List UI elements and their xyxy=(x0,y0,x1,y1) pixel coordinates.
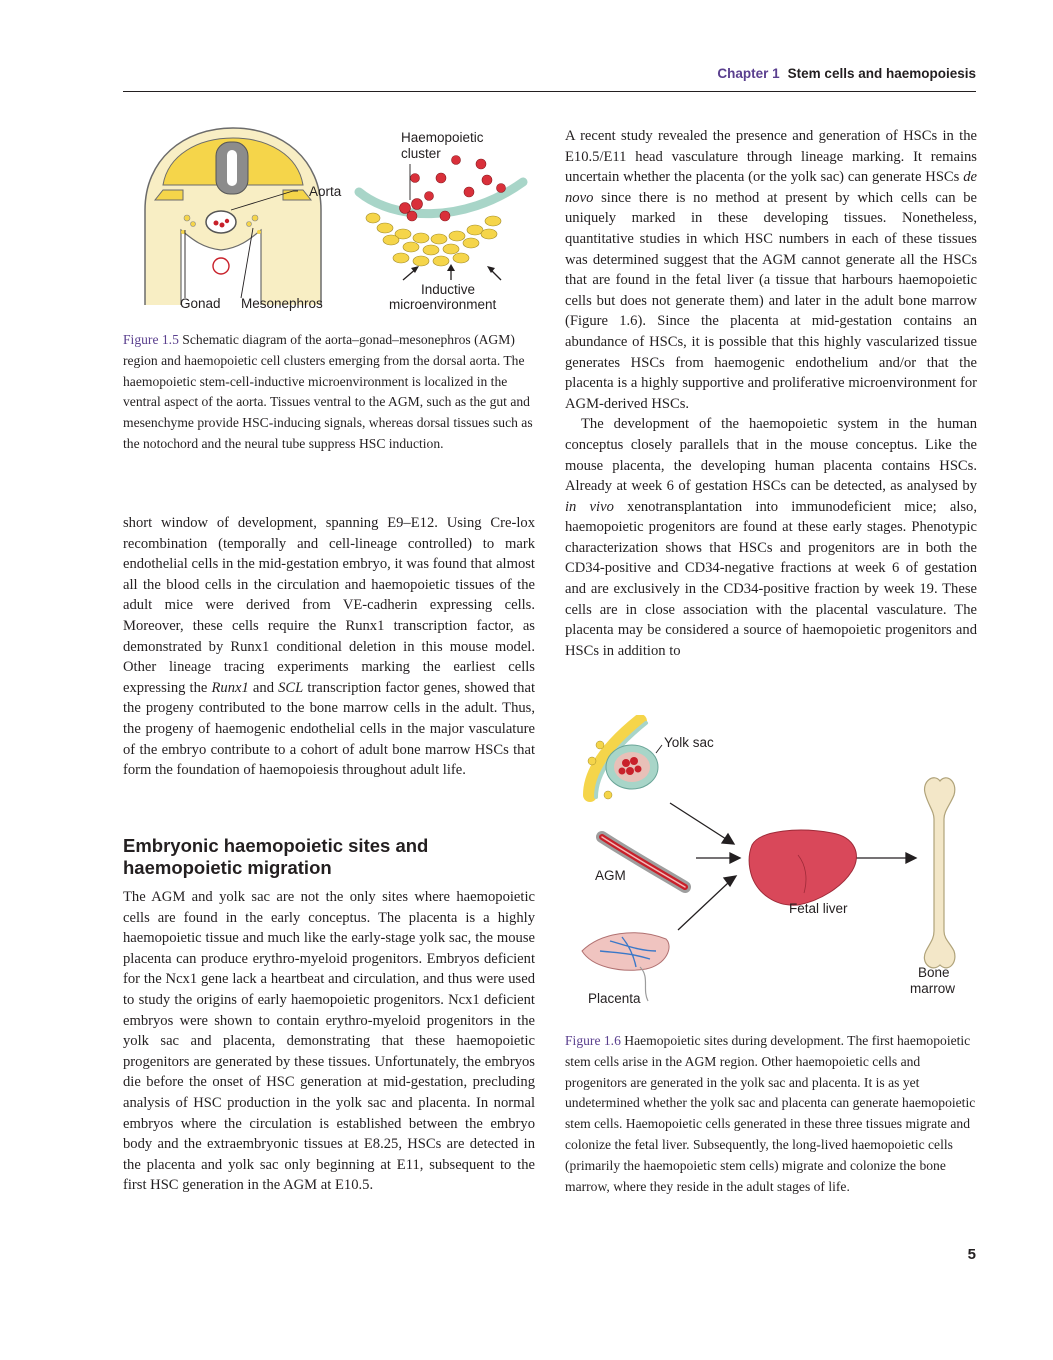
figure-1-6-caption xyxy=(565,1031,977,1197)
left-paragraph-2: The AGM and yolk sac are not the only sites where haemopoietic cells are found in the early conceptus. The placenta is a highly haemopoietic tissue and much like the early-stage yolk sac, the mouse placenta can produce erythro-myeloid progenitors. Embryos deficient for the Ncx1 gene lack a heartbeat and circulation, and thus were used to study the origins of early haemopoietic progenitors. Ncx1 deficient embryos were shown to contain erythro-myeloid progenitors in the yolk sac and placenta, demonstrating that these haemopoietic progenitors are generated by these tissues. Unfortunately, the embryos die before the onset of HSC generation at mid-gestation, precluding analysis of HSC production in the yolk sac and placenta. In normal embryos where the circulation is established between the embryo body and the extraembryonic tissues at E8.25, HSCs are detected in the placenta and yolk sac only beginning at E11, subsequent to the first HSC generation in the AGM at E10.5. xyxy=(123,889,535,1194)
fetal-liver-label: Fetal liver xyxy=(789,901,848,916)
header-rule xyxy=(123,91,976,92)
inductive-label-line1: Inductive xyxy=(421,282,476,297)
right-column-body xyxy=(565,126,977,661)
right-paragraph-2: The development of the haemopoietic system in the human conceptus closely parallels that in the mouse conceptus. Like the mouse placenta, the developing human placenta contains HSCs. Already at week 6 of gestation HSCs can be detected, as analysed by in vivo xenotransplantation into immunodeficient mice; also, haemopoietic progenitors are found at these early stages. Phenotypic characterization shows that HSCs and progenitors are in both the CD34-positive and CD34-negative fractions at week 6 of gestation and are exclusively in the CD34-positive fraction by week 19. These cells are in close association with the placental vasculature. The placenta may be considered a source of haemopoietic progenitors and HSCs in addition to xyxy=(565,416,977,659)
chapter-title: Stem cells and haemopoiesis xyxy=(787,66,976,81)
figure-1-5-caption-text: Schematic diagram of the aorta–gonad–mesonephros (AGM) region and haemopoietic cell clusters emerging from the dorsal aorta. The haemopoietic stem-cell-inductive microenvironment is localized in the ventral aspect of the aorta. Tissues ventral to the AGM, such as the gut and mesenchyme provide HSC-inducing signals, whereas dorsal tissues such as the notochord and the neural tube suppress HSC induction. xyxy=(123,332,533,451)
left-paragraph-1: short window of development, spanning E9–E12. Using Cre-lox recombination (temporally and cell-lineage controlled) to mark endothelial cells in the mid-gestation embryo, it was found that almost all the blood cells in the circulation and haemopoietic tissues of the adult mice were derived from VE-cadherin expressing cells. Moreover, these cells require the Runx1 transcription factor, as demonstrated by Runx1 conditional deletion in this mouse model. Other lineage tracing experiments marking the earliest cells expressing the Runx1 and SCL transcription factor genes, showed that the progeny contributed to the bone marrow cells in the adult. Thus, the progeny of haemogenic endothelial cells in the major vasculature of the embryo contribute to a cohort of adult bone marrow HSCs that form the foundation of haemopoiesis throughout adult life. xyxy=(123,515,536,779)
figure-1-6-illustration xyxy=(570,715,980,1015)
left-column-body xyxy=(123,513,535,781)
bone-label-line2: marrow xyxy=(910,981,956,996)
figure-1-5-caption xyxy=(123,330,533,455)
figure-1-5-illustration xyxy=(123,120,533,320)
figure-1-6-label: Figure 1.6 xyxy=(565,1033,621,1048)
aorta-label: Aorta xyxy=(309,184,342,199)
figure-1-5-label: Figure 1.5 xyxy=(123,332,179,347)
bone-label-line1: Bone xyxy=(918,965,950,980)
placenta-label: Placenta xyxy=(588,991,641,1006)
agm-label: AGM xyxy=(595,868,626,883)
inductive-label-line2: microenvironment xyxy=(389,297,497,312)
yolk-sac-label: Yolk sac xyxy=(664,735,714,750)
left-column-body-2 xyxy=(123,887,535,1196)
figure-1-6-caption-text: Haemopoietic sites during development. The first haemopoietic stem cells arise in the AGM region. Other haemopoietic cells and progenitors are generated in the yolk sac and placenta. It is as yet undetermined whether the yolk sac and placenta can generate haemopoietic stem cells. Haemopoietic cells generated in these three tissues migrate and colonize the fetal liver. Subsequently, the long-lived haemopoietic cells (primarily the haemopoietic stem cells) migrate and colonize the bone marrow, where they reside in the adult stages of life. xyxy=(565,1033,976,1194)
cluster-label-line2: cluster xyxy=(401,146,441,161)
yolk-sac-illustration xyxy=(588,721,658,799)
section-heading: Embryonic haemopoietic sites and haemopoietic migration xyxy=(123,835,429,878)
running-header xyxy=(123,66,976,81)
mesonephros-label: Mesonephros xyxy=(241,296,323,311)
cluster-label-line1: Haemopoietic xyxy=(401,130,484,145)
right-paragraph-1: A recent study revealed the presence and generation of HSCs in the E10.5/E11 head vasculature through lineage marking. It remains uncertain whether the placenta (or the yolk sac) can generate HSCs de novo since there is no method at present by which cells can be uniquely marked in these developing tissues. Nonetheless, quantitative studies in which HSC numbers in each of these tissues was determined suggest that the AGM cannot generate all the HSCs that are found in the fetal liver (a tissue that harbours haemopoietic cells but does not generate them) and later in the adult bone marrow (Figure 1.6). Since the placenta at mid-gestation contains an abundance of HSCs, it is possible that this highly vascularized tissue generates HSCs from haemogenic endothelium and/or that the placenta is a highly supportive and proliferative microenvironment for AGM-derived HSCs. xyxy=(565,128,977,412)
bone-marrow-illustration xyxy=(924,778,955,968)
gonad-label: Gonad xyxy=(180,296,221,311)
fetal-liver-illustration xyxy=(749,830,856,905)
aorta-vessel xyxy=(206,211,236,233)
page-number: 5 xyxy=(967,1246,976,1263)
chapter-label: Chapter 1 xyxy=(717,66,780,81)
inductive-microenvironment xyxy=(366,213,501,266)
